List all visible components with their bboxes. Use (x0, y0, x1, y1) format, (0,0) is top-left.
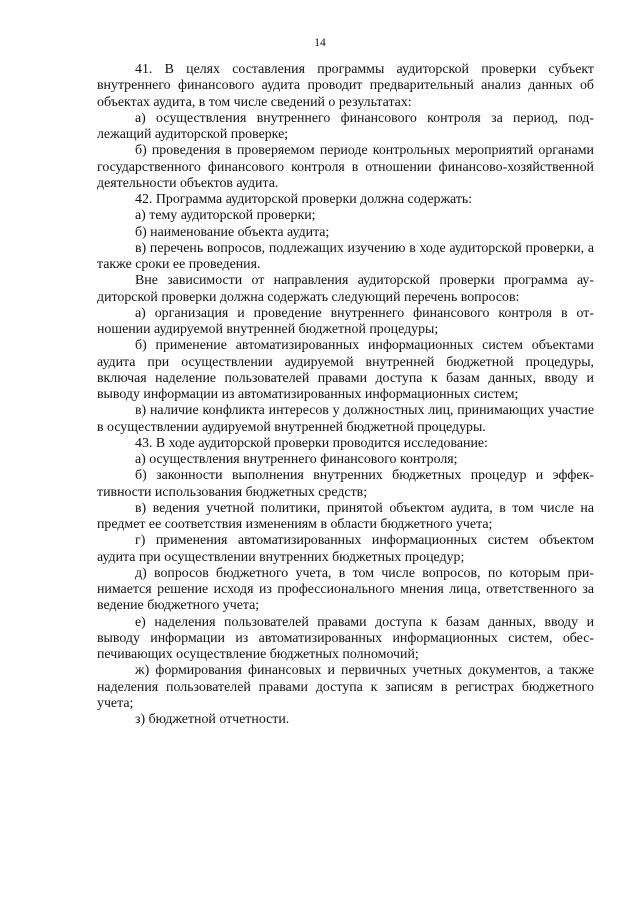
document-body (97, 62, 594, 728)
paragraph-41-intro: 41. В целях составления программы аудиторской проверки субъект внутреннего финансового аудита проводит предварительный анализ данных об объектах аудита, в том числе сведений о результатах: (97, 62, 594, 110)
paragraph-43-b: б) законности выполнения внутренних бюджетных процедур и эффективности использования бюджетных средств; (97, 468, 594, 500)
paragraph-43-c: в) ведения учетной политики, принятой объектом аудита, в том числе на предмет ее соответствия изменениям в области бюджетного учета; (97, 500, 594, 532)
paragraph-43-h: з) бюджетной отчетности. (135, 712, 290, 727)
paragraph-42-b: б) наименование объекта аудита; (135, 224, 330, 240)
paragraph-41-a: а) осуществления внутреннего финансового контроля за период, подлежащий аудиторской проверке; (97, 110, 594, 142)
paragraph-questions-a: а) организация и проведение внутреннего финансового контроля в отношении аудируемой внутренней бюджетной процедуры; (97, 305, 594, 337)
paragraph-43-d: г) применения автоматизированных информационных систем объектом аудита при осуществлении внутренних бюджетных процедур; (97, 533, 594, 565)
paragraph-questions-b: б) применение автоматизированных информационных систем объектами аудита при осуществлении аудируемой внутренней бюджетной процедуры, включая наделение пользователей правами доступа к базам данных, вводу и выводу информации из автоматизированных информационных систем; (97, 338, 594, 402)
paragraph-43-a: а) осуществления внутреннего финансового контроля; (135, 452, 458, 467)
paragraph-41-b: б) проведения в проверяемом периоде контрольных мероприятий органами государственного финансового контроля в отношении финансово-хозяйственной деятельности объектов аудита. (97, 143, 594, 191)
page-number: 14 (314, 37, 326, 49)
paragraph-questions-intro: Вне зависимости от направления аудиторской проверки программа аудиторской проверки должна содержать следующий перечень вопросов: (97, 273, 594, 305)
paragraph-43-f: е) наделения пользователей правами доступа к базам данных, вводу и выводу информации из автоматизированных информационных систем, обеспечивающих осуществление бюджетных полномочий; (97, 614, 594, 662)
paragraph-43-e: д) вопросов бюджетного учета, в том числе вопросов, по которым принимается решение исходя из профессионального мнения лица, ответственного за ведение бюджетного учета; (97, 565, 594, 614)
paragraph-questions-c: в) наличие конфликта интересов у должностных лиц, принимающих участие в осуществлении аудируемой внутренней бюджетной процедуры. (97, 403, 594, 435)
paragraph-43-intro: 43. В ходе аудиторской проверки проводится исследование: (135, 435, 488, 451)
paragraph-42-a: а) тему аудиторской проверки; (135, 208, 316, 224)
paragraph-43-g: ж) формирования финансовых и первичных учетных документов, а также наделения пользователей правами доступа к записям в регистрах бюджетного учета; (97, 663, 594, 711)
paragraph-42-c: в) перечень вопросов, подлежащих изучению в ходе аудиторской проверки, а также сроки ее проведения. (97, 240, 594, 272)
paragraph-42-intro: 42. Программа аудиторской проверки должна содержать: (135, 192, 473, 207)
